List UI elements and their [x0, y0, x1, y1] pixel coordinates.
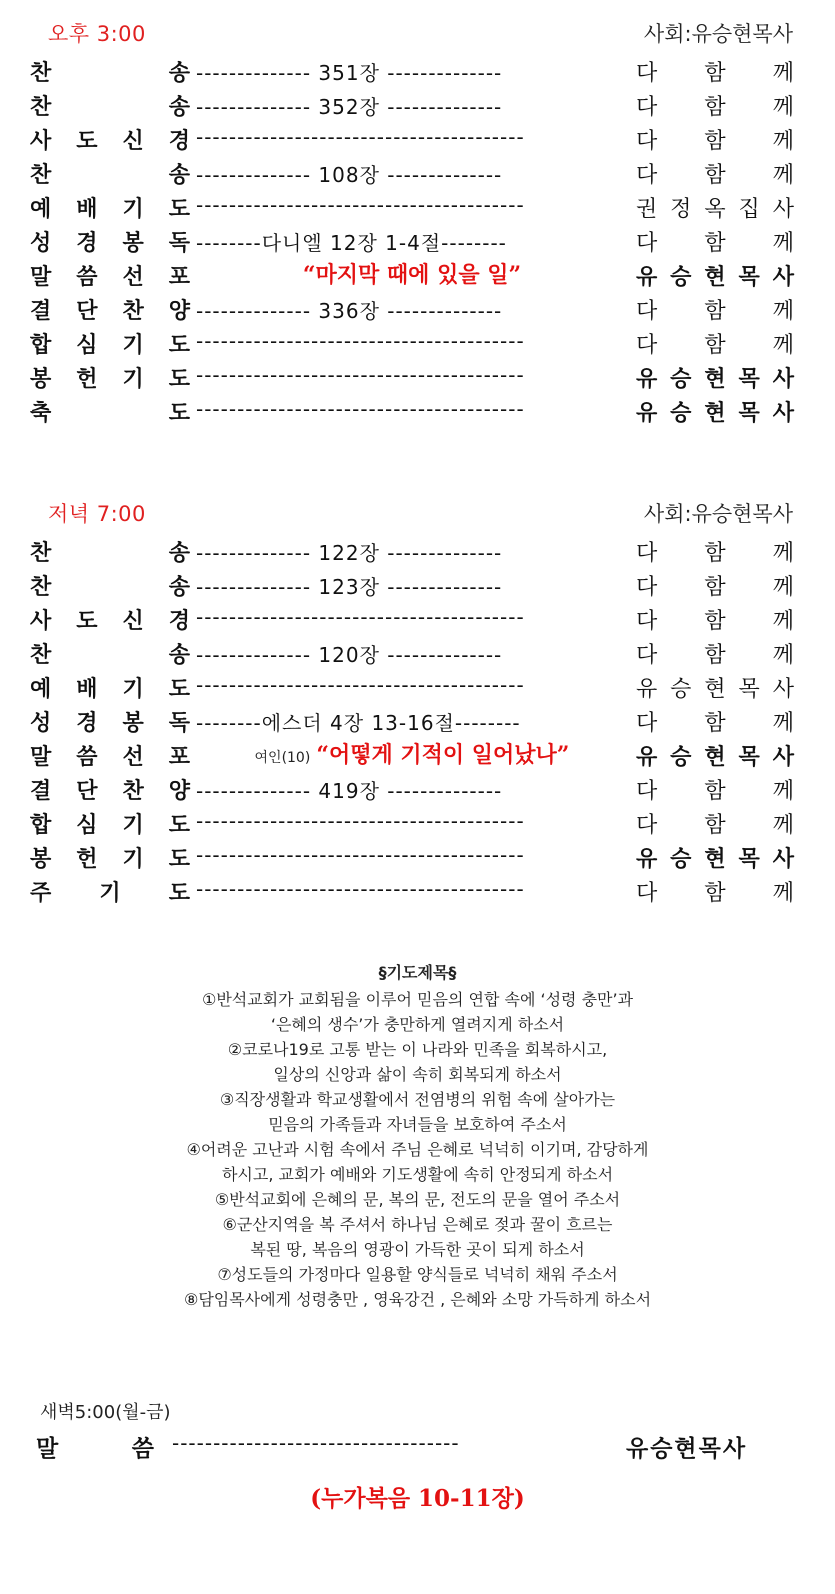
order-detail: ---------------------------------------- — [196, 363, 525, 387]
order-leader-char: 다 — [636, 779, 658, 804]
order-leader-char: 다 — [636, 711, 658, 736]
prayer-line: ④어려운 고난과 시험 속에서 주님 은혜로 넉넉히 이기며, 감당하게 — [186, 1140, 649, 1159]
order-label-char: 축 — [30, 401, 52, 426]
order-label-char: 기 — [122, 333, 144, 358]
order-leader — [636, 226, 794, 257]
order-label-char: 성 — [30, 231, 52, 256]
afternoon-order-list — [0, 54, 835, 428]
order-label-char: 단 — [76, 299, 98, 324]
order-leader-char: 목 — [738, 677, 760, 702]
order-leader-char: 다 — [636, 643, 658, 668]
prayer-line: ①반석교회가 교회됨을 이루어 믿음의 연합 속에 ‘성령 충만’과 — [201, 990, 634, 1009]
order-label-char: 도 — [168, 333, 190, 358]
order-leader — [636, 56, 794, 87]
order-leader — [636, 396, 794, 427]
order-detail: --------다니엘 12장 1-4절-------- — [196, 231, 507, 255]
order-label — [30, 808, 190, 839]
order-leader-char: 다 — [636, 95, 658, 120]
order-leader-char: 께 — [772, 299, 794, 324]
order-label — [30, 226, 190, 257]
order-label-char: 경 — [168, 609, 190, 634]
order-label — [30, 192, 190, 223]
order-label-char: 찬 — [30, 61, 52, 86]
sermon-title-box — [196, 738, 628, 769]
order-label-char: 송 — [168, 541, 190, 566]
order-leader — [636, 90, 794, 121]
order-row — [0, 738, 835, 772]
order-label-char: 결 — [30, 299, 52, 324]
evening-service — [0, 494, 835, 908]
order-row — [0, 568, 835, 602]
afternoon-header — [0, 14, 835, 54]
order-row — [0, 156, 835, 190]
order-label-char: 독 — [168, 231, 190, 256]
order-label-char: 봉 — [30, 847, 52, 872]
order-label — [30, 876, 190, 907]
order-label-char: 사 — [30, 129, 52, 154]
afternoon-host: 사회:유승현목사 — [643, 22, 793, 46]
order-row — [0, 636, 835, 670]
order-label-char: 찬 — [30, 163, 52, 188]
order-detail: -------------- 336장 -------------- — [196, 299, 503, 323]
order-leader-char: 함 — [704, 881, 726, 906]
order-label — [30, 604, 190, 635]
order-label-char: 사 — [30, 609, 52, 634]
order-leader-char: 다 — [636, 299, 658, 324]
order-leader-char: 목 — [738, 847, 760, 872]
order-label — [30, 328, 190, 359]
order-leader-char: 다 — [636, 541, 658, 566]
order-label-char: 성 — [30, 711, 52, 736]
order-leader-char: 사 — [772, 265, 794, 290]
order-row — [0, 360, 835, 394]
order-leader-char: 함 — [704, 299, 726, 324]
order-leader-char: 함 — [704, 643, 726, 668]
sermon-series: 여인(10) — [254, 750, 311, 766]
order-row — [0, 54, 835, 88]
prayer-lines — [0, 987, 835, 1312]
prayer-line: ⑥군산지역을 복 주셔서 하나님 은혜로 젖과 꿀이 흐르는 — [222, 1215, 613, 1234]
order-label-char: 찬 — [122, 779, 144, 804]
order-leader — [636, 808, 794, 839]
order-label-char: 포 — [168, 265, 190, 290]
order-label-char: 말 — [30, 265, 52, 290]
order-row — [0, 806, 835, 840]
order-row — [0, 670, 835, 704]
order-leader-char: 다 — [636, 231, 658, 256]
order-row — [0, 840, 835, 874]
order-label — [30, 536, 190, 567]
order-leader-char: 함 — [704, 541, 726, 566]
order-leader — [636, 638, 794, 669]
order-leader-char: 유 — [636, 847, 658, 872]
order-row — [0, 190, 835, 224]
order-label — [30, 362, 190, 393]
order-leader-char: 집 — [738, 197, 760, 222]
order-leader — [636, 672, 794, 703]
order-label-char: 도 — [76, 609, 98, 634]
dawn-order-row — [0, 1428, 835, 1468]
order-leader — [636, 570, 794, 601]
order-leader-char: 께 — [772, 541, 794, 566]
order-leader-char: 께 — [772, 231, 794, 256]
order-label-char: 송 — [168, 95, 190, 120]
order-label-char: 도 — [168, 401, 190, 426]
order-leader — [636, 328, 794, 359]
order-leader-char: 현 — [704, 401, 726, 426]
order-detail: ---------------------------------------- — [196, 397, 525, 421]
order-leader-char: 께 — [772, 129, 794, 154]
prayer-line: 일상의 신앙과 삶이 속히 회복되게 하소서 — [273, 1065, 562, 1084]
order-leader-char: 승 — [670, 367, 692, 392]
order-detail: -------------- 122장 -------------- — [196, 541, 503, 565]
order-row — [0, 122, 835, 156]
order-leader — [636, 124, 794, 155]
dawn-dash-line: ----------------------------------- — [172, 1431, 460, 1455]
order-label — [30, 124, 190, 155]
order-leader-char: 유 — [636, 265, 658, 290]
order-leader-char: 함 — [704, 61, 726, 86]
order-label-char: 예 — [30, 677, 52, 702]
order-row — [0, 292, 835, 326]
order-label-char: 도 — [76, 129, 98, 154]
dawn-label — [36, 1430, 154, 1463]
order-leader-char: 함 — [704, 779, 726, 804]
order-label-char: 씀 — [76, 745, 98, 770]
order-leader — [636, 740, 794, 771]
order-leader-char: 유 — [636, 367, 658, 392]
order-label-char: 심 — [76, 813, 98, 838]
order-label — [30, 158, 190, 189]
order-label — [30, 638, 190, 669]
order-label-char: 찬 — [122, 299, 144, 324]
order-label-char: 경 — [76, 711, 98, 736]
order-row — [0, 258, 835, 292]
order-label-char: 씀 — [76, 265, 98, 290]
order-label-char: 도 — [168, 197, 190, 222]
order-label-char: 기 — [122, 677, 144, 702]
order-leader-char: 정 — [670, 197, 692, 222]
order-label-char: 경 — [168, 129, 190, 154]
order-leader-char: 승 — [670, 401, 692, 426]
order-row — [0, 534, 835, 568]
order-label-char: 말 — [30, 745, 52, 770]
order-label-char: 봉 — [122, 711, 144, 736]
order-leader-char: 함 — [704, 163, 726, 188]
order-label — [30, 706, 190, 737]
prayer-line: ②코로나19로 고통 받는 이 나라와 민족을 회복하시고, — [227, 1040, 608, 1059]
order-leader-char: 함 — [704, 813, 726, 838]
order-detail: ---------------------------------------- — [196, 193, 525, 217]
order-label — [30, 396, 190, 427]
order-label-char: 포 — [168, 745, 190, 770]
order-label — [30, 56, 190, 87]
order-leader-char: 다 — [636, 61, 658, 86]
order-label-char: 도 — [168, 881, 190, 906]
order-leader-char: 사 — [772, 367, 794, 392]
order-leader-char: 함 — [704, 575, 726, 600]
order-label-char: 단 — [76, 779, 98, 804]
order-leader-char: 다 — [636, 881, 658, 906]
prayer-line: ⑤반석교회에 은혜의 문, 복의 문, 전도의 문을 열어 주소서 — [214, 1190, 621, 1209]
order-label-char: 양 — [168, 779, 190, 804]
order-leader-char: 사 — [772, 677, 794, 702]
order-detail: -------------- 120장 -------------- — [196, 643, 503, 667]
order-leader — [636, 842, 794, 873]
order-label-char: 찬 — [30, 643, 52, 668]
order-leader-char: 께 — [772, 711, 794, 736]
order-detail: -------------- 352장 -------------- — [196, 95, 503, 119]
order-label-char: 헌 — [76, 847, 98, 872]
evening-time: 저녁 7:00 — [48, 502, 146, 526]
order-leader-char: 현 — [704, 745, 726, 770]
order-label-char: 도 — [168, 847, 190, 872]
sermon-title-box — [196, 258, 628, 289]
dawn-scripture: (누가복음 10-11장) — [310, 1485, 525, 1512]
order-label — [30, 570, 190, 601]
order-label-char: 독 — [168, 711, 190, 736]
evening-host: 사회:유승현목사 — [643, 502, 793, 526]
order-leader — [636, 604, 794, 635]
dawn-label-char: 씀 — [131, 1436, 154, 1462]
order-leader — [636, 192, 794, 223]
order-label — [30, 842, 190, 873]
order-leader-char: 목 — [738, 745, 760, 770]
order-leader-char: 께 — [772, 813, 794, 838]
order-leader-char: 현 — [704, 367, 726, 392]
order-label-char: 심 — [76, 333, 98, 358]
order-leader-char: 사 — [772, 745, 794, 770]
order-row — [0, 224, 835, 258]
order-detail: ---------------------------------------- — [196, 877, 525, 901]
order-row — [0, 88, 835, 122]
order-leader-char: 승 — [670, 847, 692, 872]
order-label-char: 찬 — [30, 95, 52, 120]
prayer-line: 복된 땅, 복음의 영광이 가득한 곳이 되게 하소서 — [250, 1240, 585, 1259]
order-label-char: 봉 — [30, 367, 52, 392]
order-label-char: 신 — [122, 129, 144, 154]
sermon-title: “어떻게 기적이 일어났나” — [316, 742, 570, 768]
order-leader-char: 께 — [772, 643, 794, 668]
order-leader-char: 함 — [704, 129, 726, 154]
prayer-topics — [0, 960, 835, 1312]
order-leader-char: 승 — [670, 677, 692, 702]
order-leader-char: 사 — [772, 401, 794, 426]
order-leader-char: 함 — [704, 609, 726, 634]
order-label-char: 찬 — [30, 541, 52, 566]
order-label-char: 봉 — [122, 231, 144, 256]
order-leader-char: 께 — [772, 333, 794, 358]
order-leader-char: 다 — [636, 575, 658, 600]
order-leader-char: 목 — [738, 265, 760, 290]
order-label — [30, 90, 190, 121]
order-leader-char: 목 — [738, 367, 760, 392]
dawn-leader: 유승현목사 — [626, 1436, 748, 1462]
order-label-char: 송 — [168, 61, 190, 86]
order-label-char: 도 — [168, 367, 190, 392]
prayer-title: §기도제목§ — [378, 963, 457, 982]
order-detail: ---------------------------------------- — [196, 809, 525, 833]
order-label — [30, 672, 190, 703]
order-label-char: 송 — [168, 575, 190, 600]
order-detail: -------------- 108장 -------------- — [196, 163, 503, 187]
order-label-char: 송 — [168, 163, 190, 188]
order-label — [30, 740, 190, 771]
order-leader-char: 다 — [636, 163, 658, 188]
order-leader-char: 유 — [636, 677, 658, 702]
order-label-char: 양 — [168, 299, 190, 324]
order-label-char: 기 — [99, 881, 121, 906]
order-row — [0, 602, 835, 636]
order-leader — [636, 706, 794, 737]
order-row — [0, 874, 835, 908]
order-leader-char: 께 — [772, 95, 794, 120]
order-detail: ---------------------------------------- — [196, 843, 525, 867]
order-label-char: 도 — [168, 813, 190, 838]
prayer-line: 믿음의 가족들과 자녀들을 보호하여 주소서 — [268, 1115, 567, 1134]
prayer-line: 하시고, 교회가 예배와 기도생활에 속히 안정되게 하소서 — [221, 1165, 614, 1184]
order-leader-char: 유 — [636, 745, 658, 770]
order-leader-char: 다 — [636, 129, 658, 154]
order-leader-char: 다 — [636, 333, 658, 358]
order-label-char: 기 — [122, 813, 144, 838]
order-leader-char: 께 — [772, 779, 794, 804]
order-leader — [636, 536, 794, 567]
order-detail: ---------------------------------------- — [196, 673, 525, 697]
order-row — [0, 394, 835, 428]
prayer-line: ③직장생활과 학교생활에서 전염병의 위험 속에 살아가는 — [219, 1090, 616, 1109]
order-label-char: 합 — [30, 813, 52, 838]
order-label — [30, 260, 190, 291]
order-detail: --------에스더 4장 13-16절-------- — [196, 711, 521, 735]
order-leader-char: 옥 — [704, 197, 726, 222]
order-leader-char: 께 — [772, 609, 794, 634]
order-leader — [636, 362, 794, 393]
order-label-char: 결 — [30, 779, 52, 804]
order-leader — [636, 876, 794, 907]
order-leader — [636, 158, 794, 189]
prayer-line: ‘은혜의 생수’가 충만하게 열려지게 하소서 — [270, 1015, 565, 1034]
order-leader-char: 함 — [704, 333, 726, 358]
order-leader-char: 승 — [670, 265, 692, 290]
order-detail: -------------- 123장 -------------- — [196, 575, 503, 599]
dawn-time: 새벽5:00(월-금) — [40, 1402, 171, 1423]
order-detail: ---------------------------------------- — [196, 329, 525, 353]
order-leader-char: 사 — [772, 847, 794, 872]
order-leader-char: 다 — [636, 609, 658, 634]
order-label-char: 기 — [122, 367, 144, 392]
order-label-char: 배 — [76, 677, 98, 702]
order-leader-char: 함 — [704, 711, 726, 736]
order-leader-char: 유 — [636, 401, 658, 426]
order-label-char: 선 — [122, 745, 144, 770]
afternoon-time: 오후 3:00 — [48, 22, 146, 46]
order-leader-char: 께 — [772, 163, 794, 188]
order-detail: ---------------------------------------- — [196, 605, 525, 629]
order-label-char: 경 — [76, 231, 98, 256]
sermon-title: “마지막 때에 있을 일” — [302, 262, 522, 288]
order-leader-char: 함 — [704, 95, 726, 120]
order-label-char: 찬 — [30, 575, 52, 600]
order-leader-char: 께 — [772, 881, 794, 906]
order-label-char: 합 — [30, 333, 52, 358]
evening-order-list — [0, 534, 835, 908]
order-leader-char: 다 — [636, 813, 658, 838]
order-detail: -------------- 419장 -------------- — [196, 779, 503, 803]
order-label-char: 도 — [168, 677, 190, 702]
order-label-char: 헌 — [76, 367, 98, 392]
evening-header — [0, 494, 835, 534]
order-label-char: 예 — [30, 197, 52, 222]
afternoon-service — [0, 14, 835, 428]
order-leader-char: 현 — [704, 677, 726, 702]
dawn-label-char: 말 — [36, 1436, 59, 1462]
order-label — [30, 774, 190, 805]
order-leader — [636, 260, 794, 291]
order-leader-char: 함 — [704, 231, 726, 256]
order-leader-char: 사 — [772, 197, 794, 222]
order-leader-char: 현 — [704, 847, 726, 872]
order-leader-char: 승 — [670, 745, 692, 770]
order-label-char: 신 — [122, 609, 144, 634]
order-label-char: 기 — [122, 197, 144, 222]
order-row — [0, 772, 835, 806]
order-leader-char: 께 — [772, 61, 794, 86]
order-leader-char: 권 — [636, 197, 658, 222]
prayer-line: ⑦성도들의 가정마다 일용할 양식들로 넉넉히 채워 주소서 — [217, 1265, 618, 1284]
order-label-char: 선 — [122, 265, 144, 290]
order-leader — [636, 774, 794, 805]
order-label-char: 주 — [30, 881, 52, 906]
order-leader — [636, 294, 794, 325]
prayer-line: ⑧담임목사에게 성령충만 , 영육강건 , 은혜와 소망 가득하게 하소서 — [183, 1290, 652, 1309]
order-detail: -------------- 351장 -------------- — [196, 61, 503, 85]
order-label-char: 배 — [76, 197, 98, 222]
order-leader-char: 목 — [738, 401, 760, 426]
order-leader-char: 께 — [772, 575, 794, 600]
order-label-char: 송 — [168, 643, 190, 668]
order-detail: ---------------------------------------- — [196, 125, 525, 149]
order-leader-char: 현 — [704, 265, 726, 290]
order-row — [0, 326, 835, 360]
order-row — [0, 704, 835, 738]
order-label — [30, 294, 190, 325]
order-label-char: 기 — [122, 847, 144, 872]
